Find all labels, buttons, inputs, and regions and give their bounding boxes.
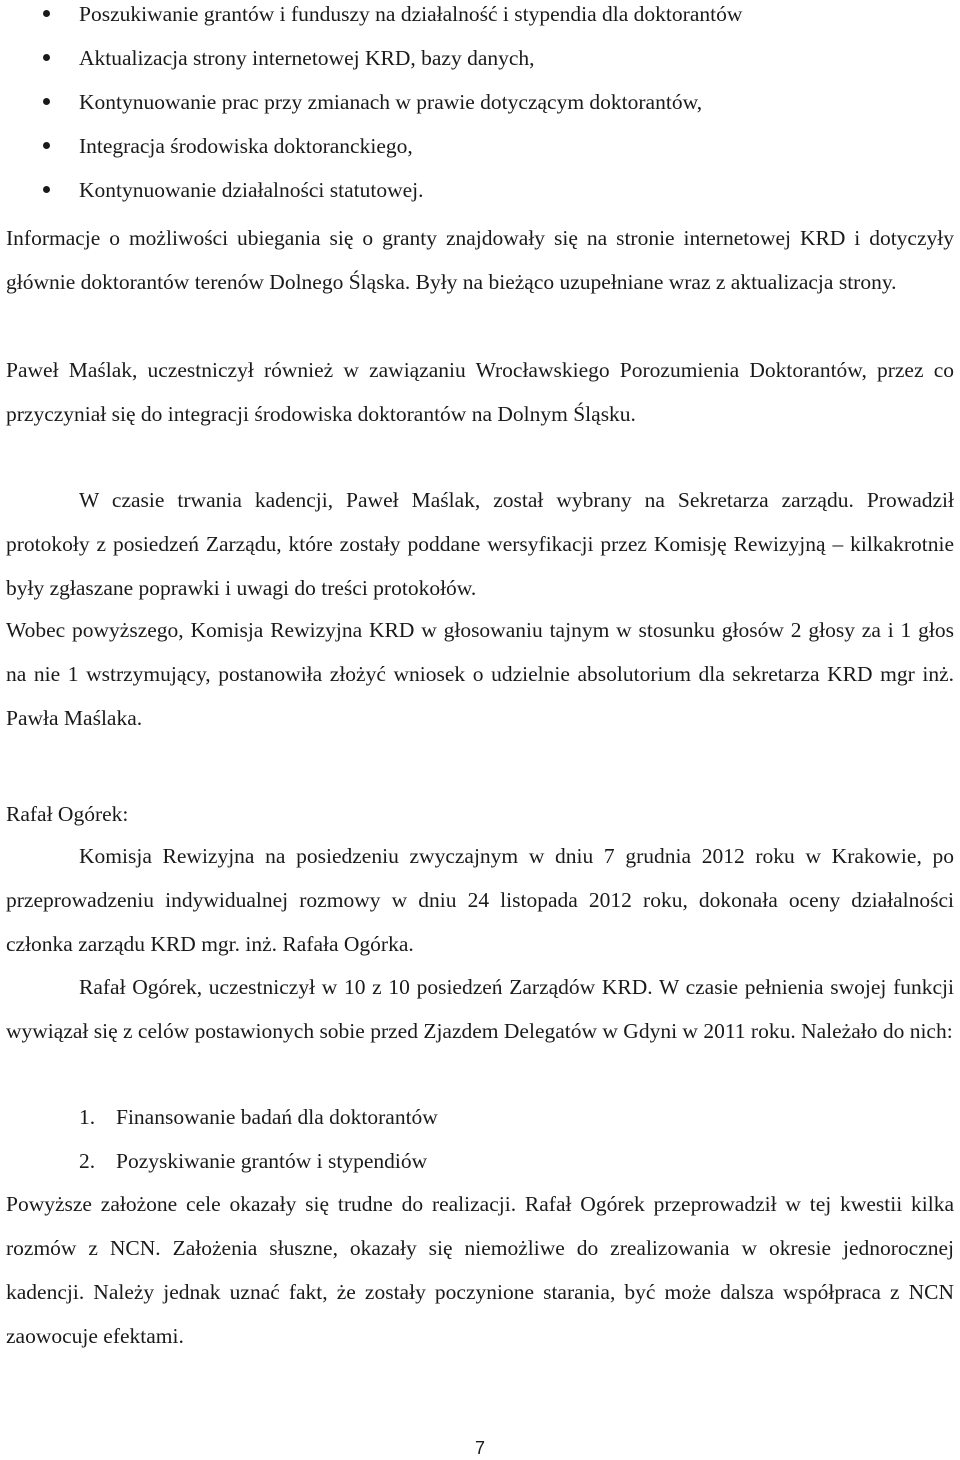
paragraph-vote: Wobec powyższego, Komisja Rewizyjna KRD w głosowaniu tajnym w stosunku głosów 2 głosy za i 1 głos na nie 1 wstrzymujący, postanowiła złożyć wniosek o udzielnie absolutorium dla sekretarza KRD mgr inż. Pawła Maślaka. — [6, 618, 954, 730]
item-text: Finansowanie badań dla doktorantów — [116, 1105, 438, 1129]
paragraph-evaluation: Komisja Rewizyjna na posiedzeniu zwyczajnym w dniu 7 grudnia 2012 roku w Krakowie, po przeprowadzeniu indywidualnej rozmowy w dniu 24 listopada 2012 roku, dokonała oceny działalności członka zarządu KRD mgr. inż. Rafała Ogórka. — [6, 844, 954, 956]
bullet-icon — [43, 142, 50, 149]
paragraph-goals: Rafał Ogórek, uczestniczył w 10 z 10 posiedzeń Zarządów KRD. W czasie pełnienia swojej funkcji wywiązał się z celów postawionych sobie przed Zjazdem Delegatów w Gdyni w 2011 roku. Należało do nich: — [6, 975, 954, 1043]
bullet-icon — [43, 10, 50, 17]
bullet-icon — [43, 186, 50, 193]
bullet-text: Kontynuowanie prac przy zmianach w prawie dotyczącym doktorantów, — [79, 90, 703, 114]
numbered-item — [79, 1148, 427, 1174]
bullet-text: Aktualizacja strony internetowej KRD, bazy danych, — [79, 46, 535, 70]
bullet-text: Kontynuowanie działalności statutowej. — [79, 178, 424, 202]
paragraph-porozumienie: Paweł Maślak, uczestniczył również w zawiązaniu Wrocławskiego Porozumienia Doktorantów, przez co przyczyniał się do integracji środowiska doktorantów na Dolnym Śląsku. — [6, 358, 954, 426]
item-text: Pozyskiwanie grantów i stypendiów — [116, 1149, 428, 1173]
numbered-item — [79, 1104, 438, 1130]
item-number: 2. — [79, 1149, 96, 1173]
bullet-text: Poszukiwanie grantów i funduszy na działalność i stypendia dla doktorantów — [79, 2, 743, 26]
bullet-text: Integracja środowiska doktoranckiego, — [79, 134, 413, 158]
paragraph-secretary: W czasie trwania kadencji, Paweł Maślak, został wybrany na Sekretarza zarządu. Prowadził protokoły z posiedzeń Zarządu, które zostały poddane wersyfikacji przez Komisję Rewizyjną – kilkakrotnie były zgłaszane poprawki i uwagi do treści protokołów. — [6, 488, 954, 600]
page-number: 7 — [474, 1438, 485, 1458]
section-heading: Rafał Ogórek: — [6, 802, 129, 826]
paragraph-grants-info: Informacje o możliwości ubiegania się o granty znajdowały się na stronie internetowej KRD i dotyczyły głównie doktorantów terenów Dolnego Śląska. Były na bieżąco uzupełniane wraz z aktualizacja strony. — [6, 226, 954, 294]
bullet-icon — [43, 98, 50, 105]
item-number: 1. — [79, 1105, 96, 1129]
paragraph-conclusion: Powyższe założone cele okazały się trudne do realizacji. Rafał Ogórek przeprowadził w tej kwestii kilka rozmów z NCN. Założenia słuszne, okazały się niemożliwe do zrealizowania w okresie jednorocznej kadencji. Należy jednak uznać fakt, że zostały poczynione starania, być może dalsza współpraca z NCN zaowocuje efektami. — [6, 1192, 954, 1348]
bullet-icon — [43, 54, 50, 61]
